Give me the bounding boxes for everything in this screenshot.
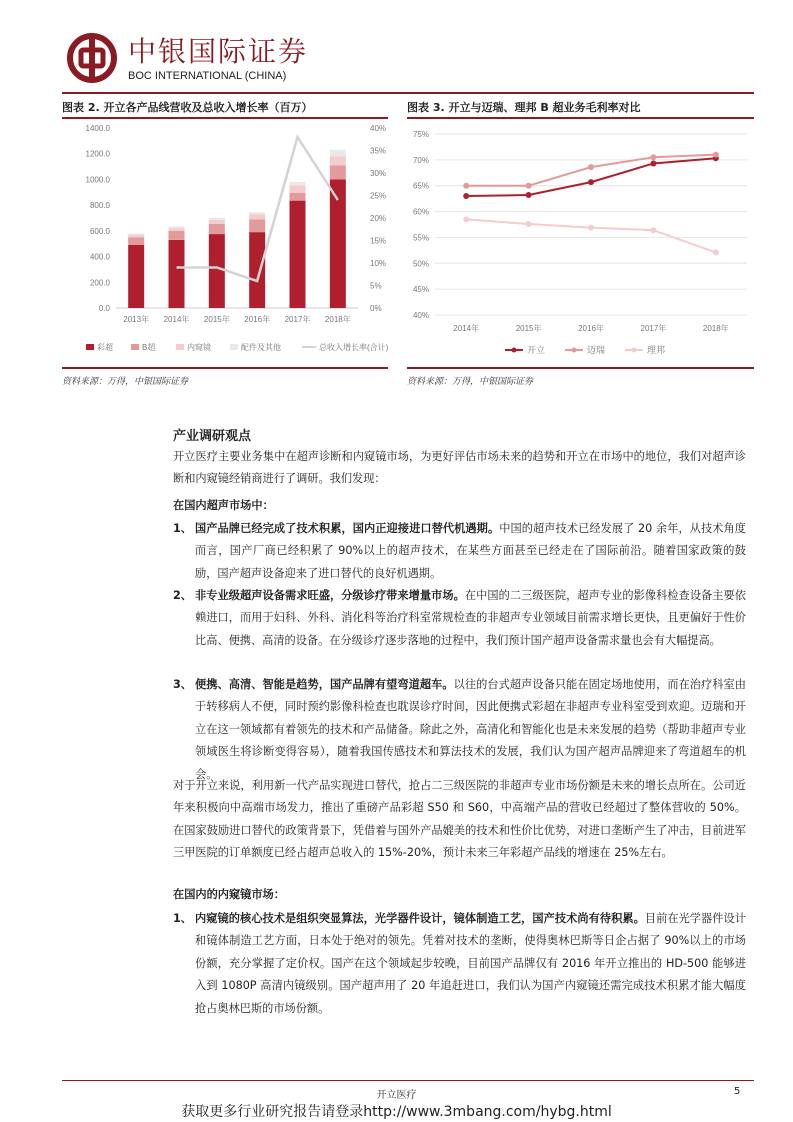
right-chart (407, 120, 757, 368)
y-tick-label: 1000.0 (85, 175, 110, 185)
list-item-lead: 内窥镜的核心技术是组织突显算法，光学器件设计，镜体制造工艺，国产技术尚有待积累。 (195, 912, 645, 925)
legend-label: B超 (142, 343, 156, 352)
list-item-number: 3、 (173, 678, 192, 691)
data-point-开立 (526, 192, 532, 198)
bar-配件及其他 (249, 212, 265, 214)
data-point-理邦 (526, 221, 532, 227)
x-tick-label: 2016年 (578, 324, 604, 333)
left-chart-title-rule (62, 117, 388, 119)
header-rule (62, 92, 754, 94)
list-item (173, 518, 746, 585)
list-item-text: 在中国的二三级医院，超声专业的影像科检查设备主要依赖进口，而用于妇科、外科、消化科等治疗科室常规检查的非超声专业领域目前需求增长更快，且更偏好于性价比高、便携、高清的设备。在分级诊疗逐步落地的过程中，我们预计国产超声设备需求量也会有大幅提高。 (195, 589, 746, 647)
subheading-endoscope: 在国内的内窥镜市场： (173, 888, 285, 901)
bar-B超 (290, 193, 306, 201)
x-tick-label: 2018年 (324, 315, 351, 324)
legend-label: 理邦 (647, 345, 666, 355)
y2-tick-label: 35% (370, 146, 387, 156)
legend-marker (632, 348, 637, 353)
data-point-开立 (650, 160, 656, 166)
bar-配件及其他 (290, 182, 306, 185)
list-item-lead: 非专业级超声设备需求旺盛，分级诊疗带来增量市场。 (195, 589, 465, 602)
data-point-迈瑞 (650, 154, 656, 160)
bar-内窥镜 (128, 235, 144, 238)
y-tick-label: 40% (412, 311, 429, 320)
bar-B超 (249, 219, 265, 232)
list-item-text: 目前在光学器件设计和镜体制造工艺方面，日本处于绝对的领先。凭着对技术的垄断，使得奥林巴斯等日企占据了 90%以上的市场份额，充分掌握了定价权。国产在这个领域起步较晚，目前国产品牌仅有 2016 年开立推出的 HD-500 能够进入到 1080P 高清内镜级别。国产超声用了 20 年追赶进口，我们认为国产内窥镜还需完成技术积累才能大幅度抢占奥林巴斯的市场份额。 (195, 912, 746, 1015)
y-tick-label: 600.0 (89, 226, 110, 236)
bar-B超 (169, 231, 185, 240)
y-tick-label: 1200.0 (85, 149, 110, 159)
left-chart-title: 图表 2. 开立各产品线营收及总收入增长率（百万） (62, 101, 313, 114)
analysis-paragraph: 对于开立来说，利用新一代产品实现进口替代，抢占二三级医院的非超声专业市场份额是未来的增长点所在。公司近年来积极向中高端市场发力，推出了重磅产品彩超 S50 和 S60，中高端产品的营收已经超过了整体营收的 50%。在国家鼓励进口替代的政策背景下，凭借着与国外产品媲美的技术和性价比优势，对进口垄断产生了冲击，目前进军三甲医院的订单额度已经占超声总收入的 15%-20%，预计未来三年彩超产品线的增速在 25%左右。 (173, 779, 746, 860)
intro-paragraph: 开立医疗主要业务集中在超声诊断和内窥镜市场，为更好评估市场未来的趋势和开立在市场中的地位，我们对超声诊断和内窥镜经销商进行了调研。我们发现： (173, 450, 746, 486)
y2-tick-label: 20% (370, 214, 387, 223)
data-point-迈瑞 (463, 183, 469, 189)
boc-logo (66, 32, 118, 84)
data-point-迈瑞 (588, 164, 594, 170)
bar-配件及其他 (169, 226, 185, 228)
y2-tick-label: 15% (370, 236, 387, 246)
y2-tick-label: 5% (370, 281, 382, 291)
right-chart-source: 资料来源：万得，中银国际证券 (407, 377, 534, 387)
subheading-ultrasound: 在国内超声市场中： (173, 499, 274, 512)
legend-label: 迈瑞 (587, 345, 606, 355)
bar-彩超 (290, 201, 306, 308)
list-item-number: 1、 (173, 522, 192, 535)
bar-彩超 (169, 240, 185, 308)
bar-B超 (209, 224, 225, 234)
y-tick-label: 400.0 (89, 252, 110, 262)
y-tick-label: 200.0 (89, 278, 110, 288)
bar-彩超 (249, 232, 265, 308)
bar-内窥镜 (290, 185, 306, 193)
y-tick-label: 800.0 (89, 201, 110, 211)
data-point-开立 (463, 193, 469, 199)
page-number: 5 (734, 1086, 741, 1097)
x-tick-label: 2017年 (640, 324, 667, 333)
data-point-理邦 (650, 227, 656, 233)
y2-tick-label: 25% (370, 191, 387, 201)
legend-swatch (86, 344, 94, 350)
legend-label: 开立 (527, 345, 546, 355)
legend-swatch (176, 344, 184, 350)
legend-label: 总收入增长率(合计) (319, 343, 389, 352)
legend-marker (572, 348, 577, 353)
list-item-lead: 便携、高清、智能是趋势，国产品牌有望弯道超车。 (195, 678, 454, 691)
y2-tick-label: 40% (370, 124, 387, 133)
x-tick-label: 2015年 (515, 324, 542, 333)
bar-B超 (330, 165, 346, 179)
right-chart-bottom-rule (407, 367, 754, 369)
bar-配件及其他 (330, 150, 346, 156)
y-tick-label: 0.0 (98, 304, 110, 313)
bar-内窥镜 (209, 220, 225, 224)
left-chart (62, 120, 392, 368)
data-point-理邦 (588, 225, 594, 231)
list-item-number: 1、 (173, 912, 192, 925)
left-chart-bottom-rule (62, 367, 388, 369)
list-item-number: 2、 (173, 589, 192, 602)
x-tick-label: 2018年 (702, 324, 729, 333)
series-line-理邦 (466, 219, 716, 252)
list-item (173, 908, 746, 1020)
x-tick-label: 2014年 (163, 315, 190, 324)
y-tick-label: 55% (412, 233, 429, 243)
y-tick-label: 1400.0 (85, 124, 110, 133)
legend-marker (512, 348, 517, 353)
footer-rule (62, 1080, 754, 1081)
data-point-迈瑞 (526, 183, 532, 189)
left-chart-source: 资料来源：万得，中银国际证券 (62, 377, 189, 387)
right-chart-title-rule (407, 117, 754, 119)
series-line-开立 (466, 158, 716, 196)
bar-B超 (128, 237, 144, 245)
report-link[interactable]: 获取更多行业研究报告请登录http://www.3mbang.com/hybg.html (181, 1104, 612, 1120)
y2-tick-label: 30% (370, 169, 387, 178)
bar-彩超 (209, 234, 225, 308)
y-tick-label: 75% (412, 130, 429, 139)
list-item-lead: 国产品牌已经完成了技术积累，国内正迎接进口替代机遇期。 (195, 522, 500, 535)
y-tick-label: 45% (412, 285, 429, 295)
y-tick-label: 60% (412, 207, 429, 217)
legend-label: 彩超 (97, 343, 113, 352)
data-point-理邦 (463, 216, 469, 222)
y2-tick-label: 0% (370, 304, 382, 313)
bar-彩超 (128, 245, 144, 308)
right-chart-title: 图表 3. 开立与迈瑞、理邦 B 超业务毛利率对比 (407, 101, 641, 114)
bar-内窥镜 (330, 156, 346, 165)
x-tick-label: 2015年 (203, 315, 230, 324)
list-item-text: 中国的超声技术已经发展了 20 余年，从技术角度而言，国产厂商已经积累了 90%以上的超声技术，在某些方面甚至已经走在了国际前沿。随着国家政策的鼓励，国产超声设备迎来了进口替代的良好机遇期。 (195, 522, 746, 580)
x-tick-label: 2014年 (453, 324, 480, 333)
data-point-理邦 (713, 249, 719, 255)
section-title: 产业调研观点 (173, 429, 252, 444)
y-tick-label: 50% (412, 259, 429, 269)
brand-name-cn: 中银国际证券 (128, 35, 309, 68)
list-item-text: 以往的台式超声设备只能在固定场地使用，而在治疗科室由于转移病人不便，同时预约影像科检查也耽误诊疗时间，因此便携式彩超在非超声专业科室受到欢迎。迈瑞和开立在这一领域都有着领先的技术和产品储备。除此之外，高清化和智能化也是未来发展的趋势（帮助非超声专业领域医生将诊断变得容易），随着我国传感技术和算法技术的发展，我们认为国产超声品牌迎来了弯道超车的机会。 (195, 678, 746, 781)
y-tick-label: 70% (412, 155, 429, 165)
bar-配件及其他 (209, 218, 225, 220)
list-item (173, 585, 746, 652)
bar-内窥镜 (169, 228, 185, 231)
legend-label: 配件及其他 (241, 343, 281, 352)
x-tick-label: 2013年 (123, 315, 150, 324)
y2-tick-label: 10% (370, 259, 387, 268)
bar-配件及其他 (128, 233, 144, 234)
brand-name-en: BOC INTERNATIONAL (CHINA) (128, 70, 287, 82)
bar-内窥镜 (249, 214, 265, 219)
legend-swatch (230, 344, 238, 350)
legend-swatch (131, 344, 139, 350)
x-tick-label: 2017年 (284, 315, 311, 324)
x-tick-label: 2016年 (244, 315, 271, 324)
footer-company: 开立医疗 (376, 1090, 417, 1101)
data-point-迈瑞 (713, 152, 719, 158)
y-tick-label: 65% (412, 181, 429, 191)
legend-label: 内窥镜 (187, 343, 211, 352)
data-point-开立 (588, 179, 594, 185)
list-item (173, 674, 746, 786)
